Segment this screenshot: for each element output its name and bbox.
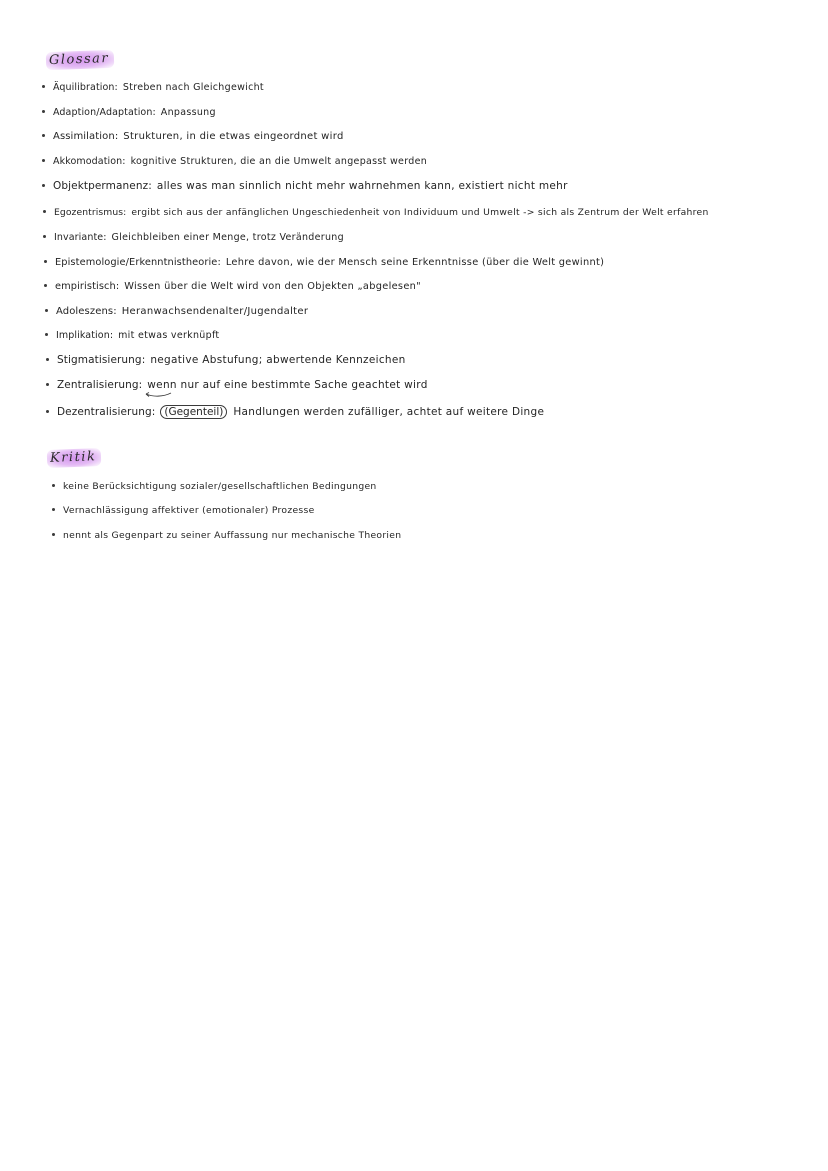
glossar-term: Objektpermanenz: <box>53 180 152 192</box>
glossar-term: Assimilation: <box>53 131 119 142</box>
bullet-icon <box>44 284 47 287</box>
bullet-icon <box>45 309 48 312</box>
glossar-term: Dezentralisierung: <box>57 406 156 418</box>
glossar-term: Adoleszens: <box>56 306 117 317</box>
kritik-text: nennt als Gegenpart zu seiner Auffassung nur mechanische Theorien <box>63 530 402 541</box>
glossar-definition: Wissen über die Welt wird von den Objekten „abgelesen" <box>124 281 421 292</box>
bullet-icon <box>52 484 55 487</box>
glossar-term: Akkomodation: <box>53 156 126 167</box>
glossar-definition: Lehre davon, wie der Mensch seine Erkenntnisse (über die Welt gewinnt) <box>225 257 605 268</box>
kritik-text: Vernachlässigung affektiver (emotionaler) Prozesse <box>63 505 315 516</box>
circled-annotation: (Gegenteil) <box>160 405 227 419</box>
glossar-term: Epistemologie/Erkenntnistheorie: <box>55 257 221 268</box>
glossar-item <box>42 180 568 192</box>
glossar-definition: kognitive Strukturen, die an die Umwelt angepasst werden <box>130 156 428 167</box>
glossar-item <box>42 131 344 143</box>
bullet-icon <box>43 210 46 213</box>
curved-arrow-icon <box>143 391 173 401</box>
glossar-term: Zentralisierung: <box>57 379 143 391</box>
glossar-item <box>45 330 219 342</box>
glossar-item <box>42 82 264 94</box>
kritik-text: keine Berücksichtigung sozialer/gesellschaftlichen Bedingungen <box>63 481 377 492</box>
bullet-icon <box>45 333 48 336</box>
glossar-item <box>46 354 406 366</box>
glossar-term: Invariante: <box>54 232 107 243</box>
glossar-term: Implikation: <box>56 330 114 341</box>
glossar-definition: Handlungen werden zufälliger, achtet auf weitere Dinge <box>233 406 545 418</box>
glossar-definition: alles was man sinnlich nicht mehr wahrnehmen kann, existiert nicht mehr <box>156 180 568 192</box>
bullet-icon <box>42 184 45 187</box>
glossar-term: Äquilibration: <box>53 82 118 93</box>
bullet-icon <box>42 134 45 137</box>
bullet-icon <box>52 533 55 536</box>
glossar-item <box>43 232 344 244</box>
bullet-icon <box>46 410 49 413</box>
glossar-term: Adaption/Adaptation: <box>53 107 156 118</box>
glossar-term: empiristisch: <box>55 281 120 292</box>
glossar-item <box>42 156 427 168</box>
bullet-icon <box>42 159 45 162</box>
glossar-definition: mit etwas verknüpft <box>118 330 220 341</box>
bullet-icon <box>52 508 55 511</box>
glossar-definition: ergibt sich aus der anfänglichen Ungeschiedenheit von Individuum und Umwelt -> sich als Zentrum der Welt erfahren <box>131 207 709 218</box>
glossar-heading: Glossar <box>46 50 115 70</box>
kritik-item <box>52 505 315 517</box>
glossar-definition: Streben nach Gleichgewicht <box>122 82 264 93</box>
glossar-item <box>45 306 308 318</box>
kritik-heading: Kritik <box>47 448 102 468</box>
bullet-icon <box>46 358 49 361</box>
glossar-item <box>44 281 421 293</box>
glossar-definition: Anpassung <box>160 107 216 118</box>
bullet-icon <box>42 85 45 88</box>
glossar-item <box>46 405 544 419</box>
glossar-definition: wenn nur auf eine bestimmte Sache geachtet wird <box>147 379 428 391</box>
bullet-icon <box>46 383 49 386</box>
glossar-definition: Heranwachsendenalter/Jugendalter <box>121 306 309 317</box>
glossar-item <box>44 257 604 269</box>
glossar-term: Egozentrismus: <box>54 207 127 218</box>
glossar-definition: negative Abstufung; abwertende Kennzeichen <box>150 354 406 366</box>
glossar-definition: Gleichbleiben einer Menge, trotz Veränderung <box>111 232 344 243</box>
bullet-icon <box>44 260 47 263</box>
kritik-item <box>52 481 377 493</box>
glossar-item <box>42 107 216 119</box>
glossar-definition: Strukturen, in die etwas eingeordnet wird <box>123 131 344 142</box>
glossar-term: Stigmatisierung: <box>57 354 146 366</box>
glossar-item <box>46 379 428 391</box>
bullet-icon <box>42 110 45 113</box>
bullet-icon <box>43 235 46 238</box>
glossar-item <box>43 207 709 219</box>
kritik-item <box>52 530 401 542</box>
